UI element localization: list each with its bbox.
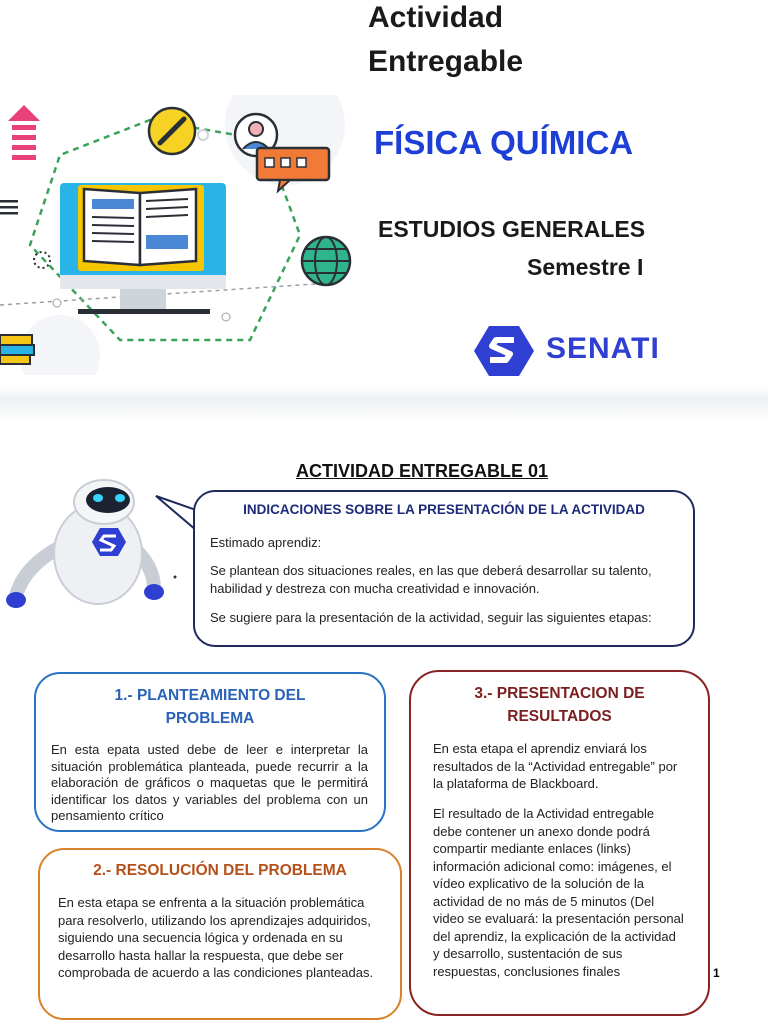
stage-card-3 xyxy=(409,670,710,1016)
activity-title: ACTIVIDAD ENTREGABLE 01 xyxy=(295,461,549,481)
page-number: 1 xyxy=(713,966,720,980)
title-line-1: Actividad xyxy=(368,1,504,34)
upload-arrow-icon xyxy=(8,105,40,160)
semester-label: Semestre I xyxy=(527,254,644,280)
senati-brand: SENATI xyxy=(546,332,660,365)
pencil-icon xyxy=(149,108,208,154)
globe-icon xyxy=(302,237,350,285)
stage-1-title: 1.- PLANTEAMIENTO DEL PROBLEMA xyxy=(114,687,306,727)
stage-3-title: 3.- PRESENTACION DE RESULTADOS xyxy=(474,685,645,725)
title-line-2: Entregable xyxy=(368,45,524,78)
book-icon xyxy=(78,185,204,271)
document-title xyxy=(368,0,523,84)
bubble-title: INDICACIONES SOBRE LA PRESENTACIÓN DE LA ACTIVIDAD xyxy=(243,502,645,517)
stage-card-2 xyxy=(38,848,402,1020)
stage-3-paragraph-2: El resultado de la Actividad entregable debe contener un anexo donde podrá compartir mediante enlaces (links) información adicional como: imágenes, el vídeo explicativo de la solución de la actividad de no más de 5 minutos (Del video se evaluará: la presentación personal del aprendiz, la explicación de la actividad y desarrollo, sustentación de sus respuestas, conclusiones finales xyxy=(433,806,684,979)
studies-label: ESTUDIOS GENERALES xyxy=(378,216,646,242)
elearning-illustration xyxy=(0,95,365,375)
stage-card-1 xyxy=(34,672,386,832)
senati-logo-icon xyxy=(474,326,534,376)
bubble-paragraph-1: Se plantean dos situaciones reales, en las que deberá desarrollar su talento, habilidad y destreza con mucha creatividad e innovación. xyxy=(210,563,652,596)
bubble-paragraph-2: Se sugiere para la presentación de la actividad, seguir las siguientes etapas: xyxy=(210,610,652,625)
header-divider xyxy=(0,384,768,420)
stage-2-title: 2.- RESOLUCIÓN DEL PROBLEMA xyxy=(93,862,347,879)
robot-mascot xyxy=(4,476,194,616)
stage-1-body: En esta epata usted debe de leer e interpretar la situación problemática planteada, puede recurrir a la elaboración de gráficos o maquetas que le permitirá identificar los datos y variables del problema con un pensamiento crítico xyxy=(51,742,368,823)
books-icon xyxy=(0,335,34,364)
stage-3-paragraph-1: En esta etapa el aprendiz enviará los resultados de la “Actividad entregable” por la plataforma de Blackboard. xyxy=(433,741,678,791)
chat-bubble-icon xyxy=(257,148,329,191)
bubble-greeting: Estimado aprendiz: xyxy=(210,535,322,550)
instructions-bubble xyxy=(193,490,695,647)
course-title: FÍSICA QUÍMICA xyxy=(374,124,634,161)
stage-2-body: En esta etapa se enfrenta a la situación problemática para resolverlo, utilizando los aprendizajes adquiridos, siguiendo una secuencia lógica y ordenada en su desarrollo hasta hallar la respuesta, que debe ser comprobada de acuerdo a las condiciones planteadas. xyxy=(58,895,374,980)
